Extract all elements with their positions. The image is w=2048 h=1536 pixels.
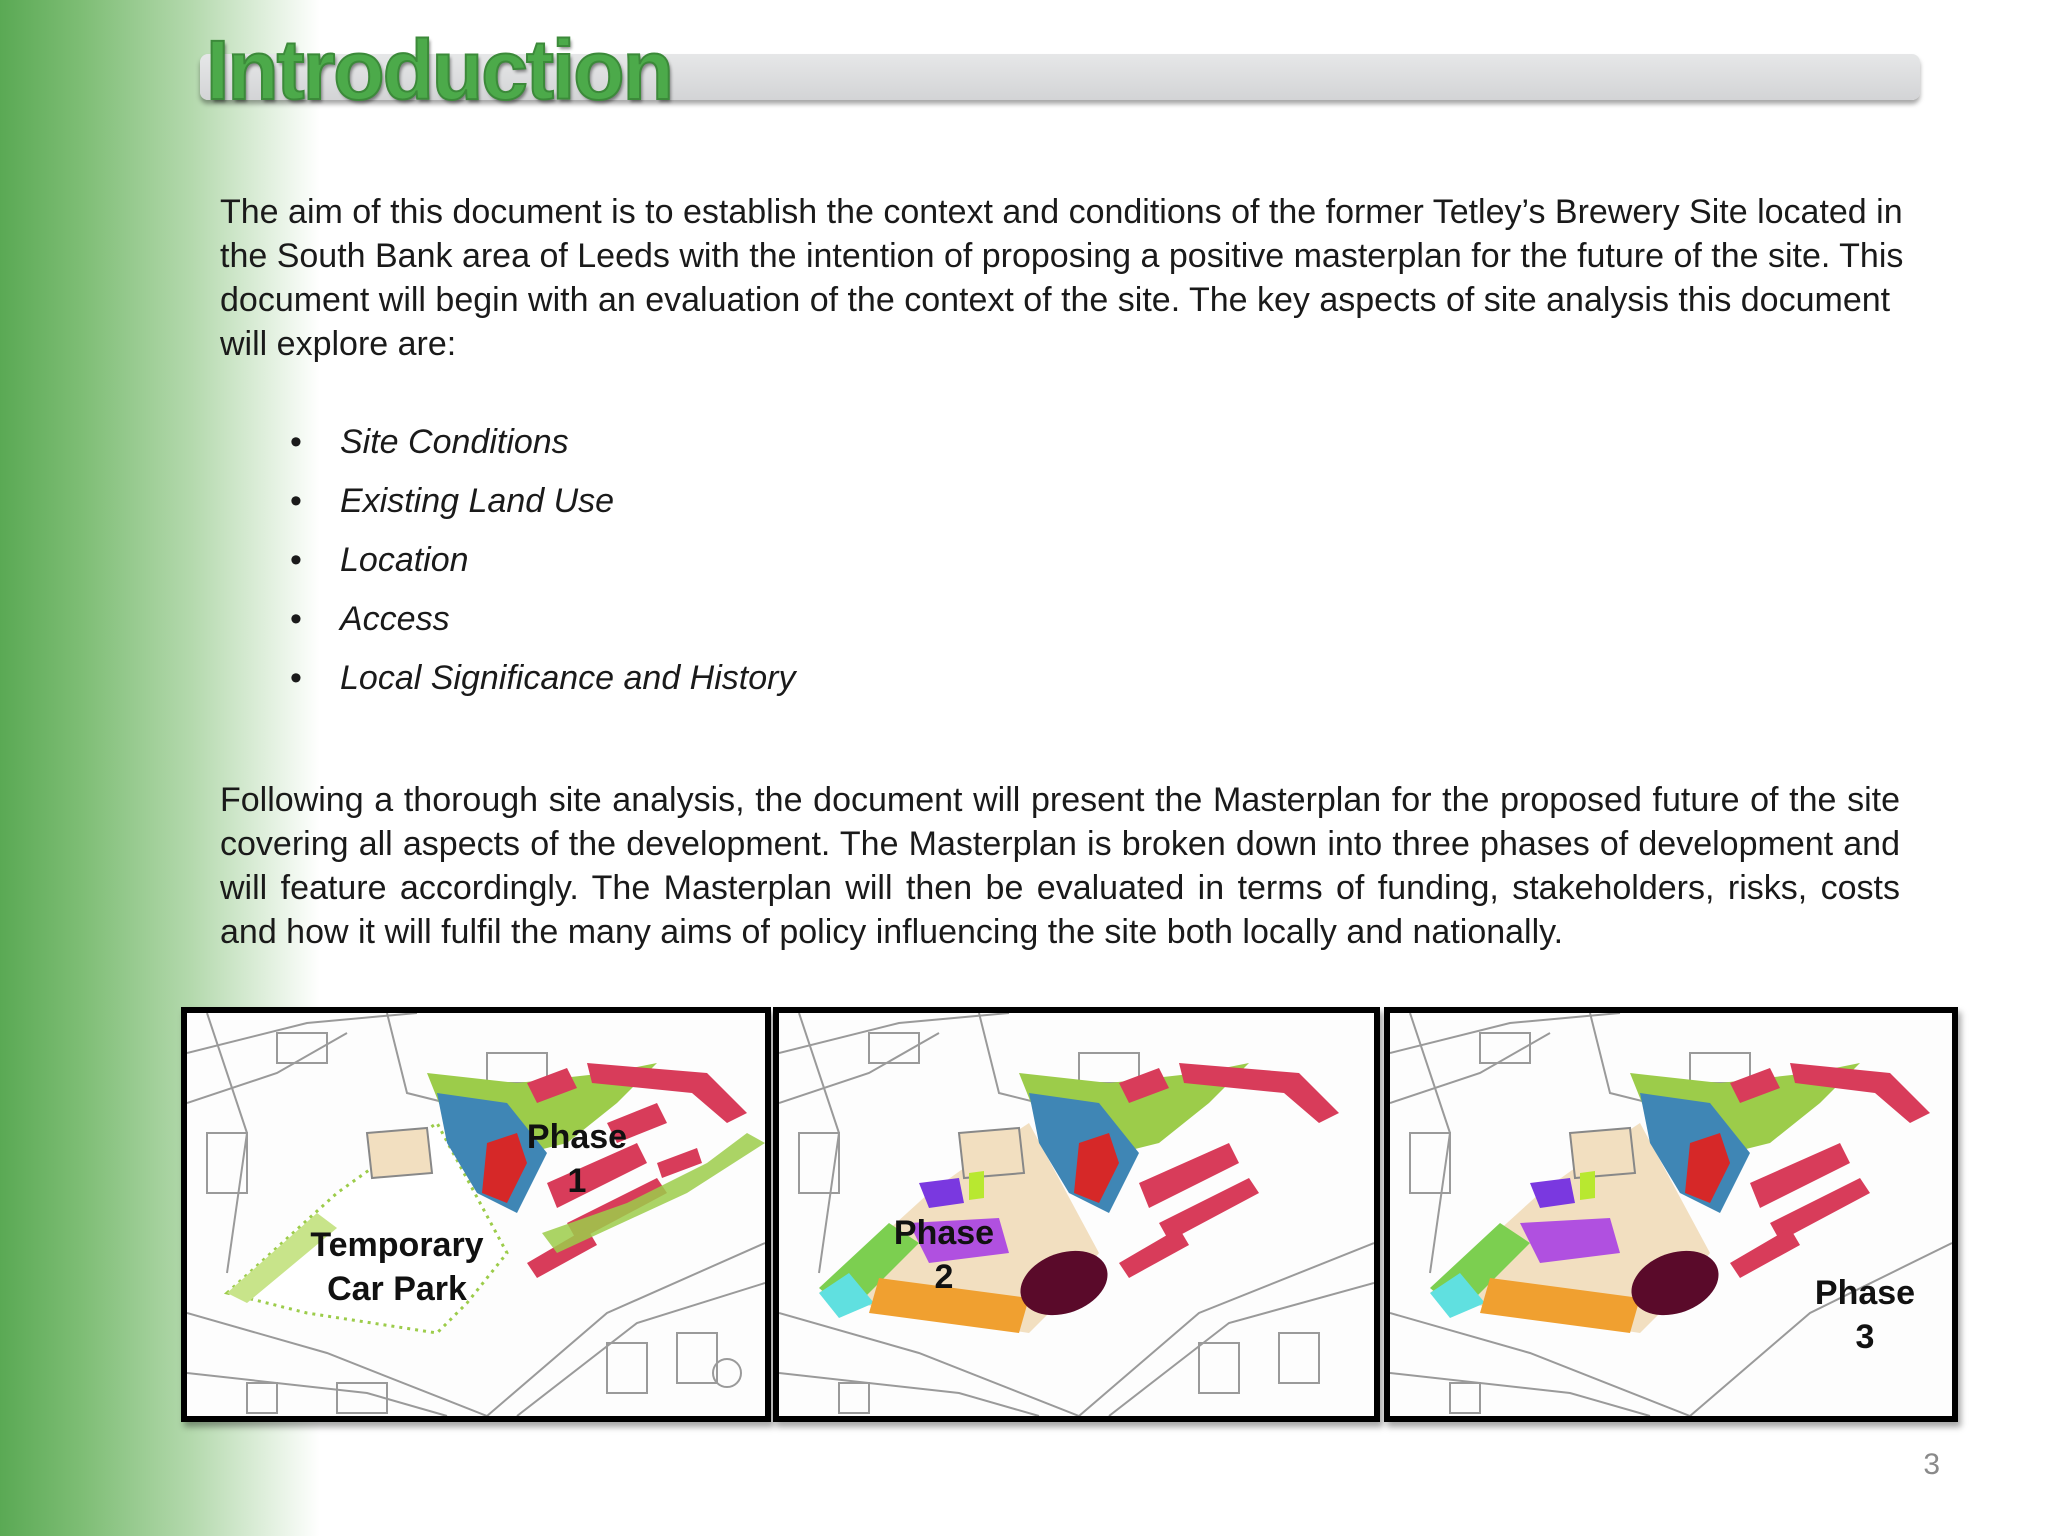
masterplan-phase-3-panel xyxy=(1384,1007,1958,1422)
phase-1-label: Phase 1 xyxy=(526,1118,628,1200)
masterplan-phase-1-map xyxy=(187,1013,765,1416)
list-item-text: Access xyxy=(340,600,450,638)
list-item-text: Existing Land Use xyxy=(340,482,615,520)
list-item xyxy=(290,656,795,715)
list-item-text: Location xyxy=(340,541,469,579)
page-number: 3 xyxy=(1923,1448,1940,1481)
bullet-icon: • xyxy=(290,482,302,520)
site-analysis-list xyxy=(290,420,795,715)
intro-paragraph: The aim of this document is to establish the context and conditions of the former Tetley’s Brewery Site located in the South Bank area of Leeds with the intention of proposing a positive masterplan for the future of the site. This document will begin with an evaluation of the context of the site. The key aspects of site analysis this document will explore are: xyxy=(220,193,1904,363)
masterplan-phase-2-map xyxy=(779,1013,1374,1416)
temporary-car-park-label: Temporary Car Park xyxy=(310,1226,484,1308)
phase-3-label: Phase 3 xyxy=(1814,1274,1916,1356)
masterplan-phase-1-panel xyxy=(181,1007,771,1422)
phase-2-label: Phase 2 xyxy=(893,1214,995,1296)
list-item xyxy=(290,479,795,538)
list-item xyxy=(290,538,795,597)
list-item xyxy=(290,420,795,479)
list-item-text: Local Significance and History xyxy=(340,659,796,697)
list-item-text: Site Conditions xyxy=(340,423,569,461)
closing-paragraph: Following a thorough site analysis, the document will present the Masterplan for the proposed future of the site covering all aspects of the development. The Masterplan is broken down into three phases of development and will feature accordingly. The Masterplan will then be evaluated in terms of funding, stakeholders, risks, costs and how it will fulfil the many aims of policy influencing the site both locally and nationally. xyxy=(220,781,1900,951)
bullet-icon: • xyxy=(290,541,302,579)
masterplan-phase-2-panel xyxy=(773,1007,1380,1422)
bullet-icon: • xyxy=(290,423,302,461)
bullet-icon: • xyxy=(290,659,302,697)
list-item xyxy=(290,597,795,656)
page-title: Introduction xyxy=(206,23,672,117)
bullet-icon: • xyxy=(290,600,302,638)
